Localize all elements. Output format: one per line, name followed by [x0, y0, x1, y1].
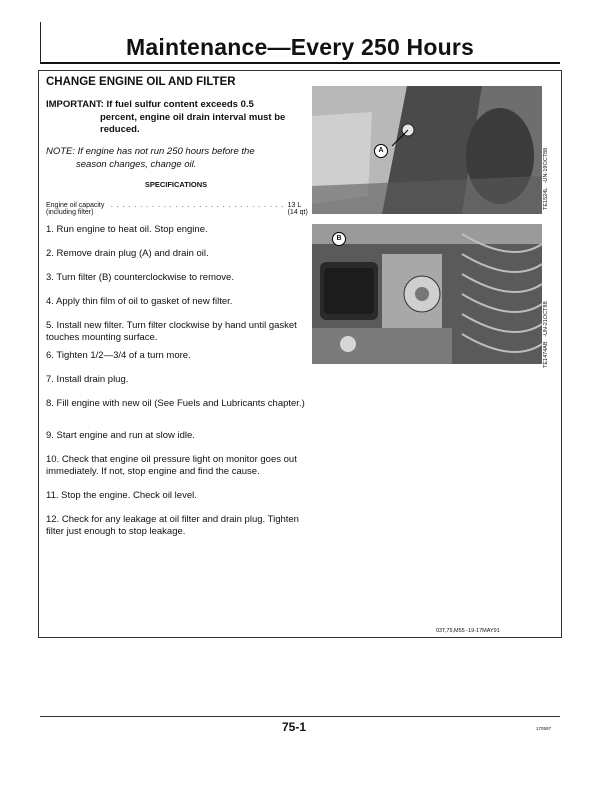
callout-b: B — [332, 232, 346, 246]
important-notice — [46, 99, 306, 137]
footer-rule — [40, 716, 560, 717]
figure-a-code — [543, 148, 549, 210]
photo-oil-filter-drawing — [312, 224, 542, 364]
figure-b-code-right: -UN-21OCT88 — [543, 301, 549, 337]
callout-a: A — [374, 144, 388, 158]
figure-b-code-left: TE1474AB — [543, 341, 549, 368]
document-code: 170597 — [536, 726, 552, 731]
photo-oil-filter — [312, 224, 542, 364]
procedure-step: 12. Check for any leakage at oil filter and drain plug. Tighten filter just enough to stop leakage. — [46, 514, 299, 537]
procedure-step: 2. Remove drain plug (A) and drain oil. — [46, 248, 209, 259]
procedure-step: 11. Stop the engine. Check oil level. — [46, 490, 197, 501]
important-first-line: If fuel sulfur content exceeds 0.5 — [106, 99, 254, 110]
procedure-step: 8. Fill engine with new oil (See Fuels and Lubricants chapter.) — [46, 398, 305, 409]
note-first-line: NOTE: If engine has not run 250 hours before the — [46, 146, 255, 157]
title-rule — [40, 62, 560, 64]
figure-b-code — [543, 301, 549, 368]
section-heading: CHANGE ENGINE OIL AND FILTER — [46, 76, 236, 88]
figure-a-code-right: -UN-19OCT88 — [543, 147, 549, 184]
important-rest: percent, engine oil drain interval must be reduced. — [100, 111, 286, 135]
spec-value: 13 L (14 qt) — [287, 202, 308, 216]
page-title: Maintenance—Every 250 Hours — [126, 34, 474, 60]
procedure-step: 1. Run engine to heat oil. Stop engine. — [46, 224, 208, 235]
photo-drain-plug — [312, 86, 542, 214]
procedure-step: 5. Install new filter. Turn filter clockwise by hand until gasket touches mounting surface. — [46, 320, 297, 343]
spec-line — [46, 202, 308, 216]
spec-leader-dots: . . . . . . . . . . . . . . . . . . . . . . . . . . . . . . — [110, 202, 285, 209]
photo-drain-plug-drawing — [312, 86, 542, 214]
note-rest: season changes, change oil. — [76, 158, 197, 170]
procedure-step: 7. Install drain plug. — [46, 374, 129, 385]
procedure-step: 10. Check that engine oil pressure light on monitor goes out immediately. If not, stop engine and find the cause. — [46, 454, 297, 477]
procedure-step: 6. Tighten 1/2—3/4 of a turn more. — [46, 350, 191, 361]
spec-label: Engine oil capacity (including filter) — [46, 202, 105, 216]
page-number: 75-1 — [282, 720, 307, 734]
procedure-step: 3. Turn filter (B) counterclockwise to remove. — [46, 272, 234, 283]
important-label: IMPORTANT: — [46, 99, 104, 110]
reference-code: 03T,75,M55 -19-17MAY91 — [436, 628, 500, 634]
procedure-step: 4. Apply thin film of oil to gasket of new filter. — [46, 296, 233, 307]
figure-a-code-left: TE1524L — [543, 187, 549, 210]
note — [46, 146, 306, 171]
procedure-step: 9. Start engine and run at slow idle. — [46, 430, 195, 441]
specifications-heading: SPECIFICATIONS — [144, 180, 208, 189]
